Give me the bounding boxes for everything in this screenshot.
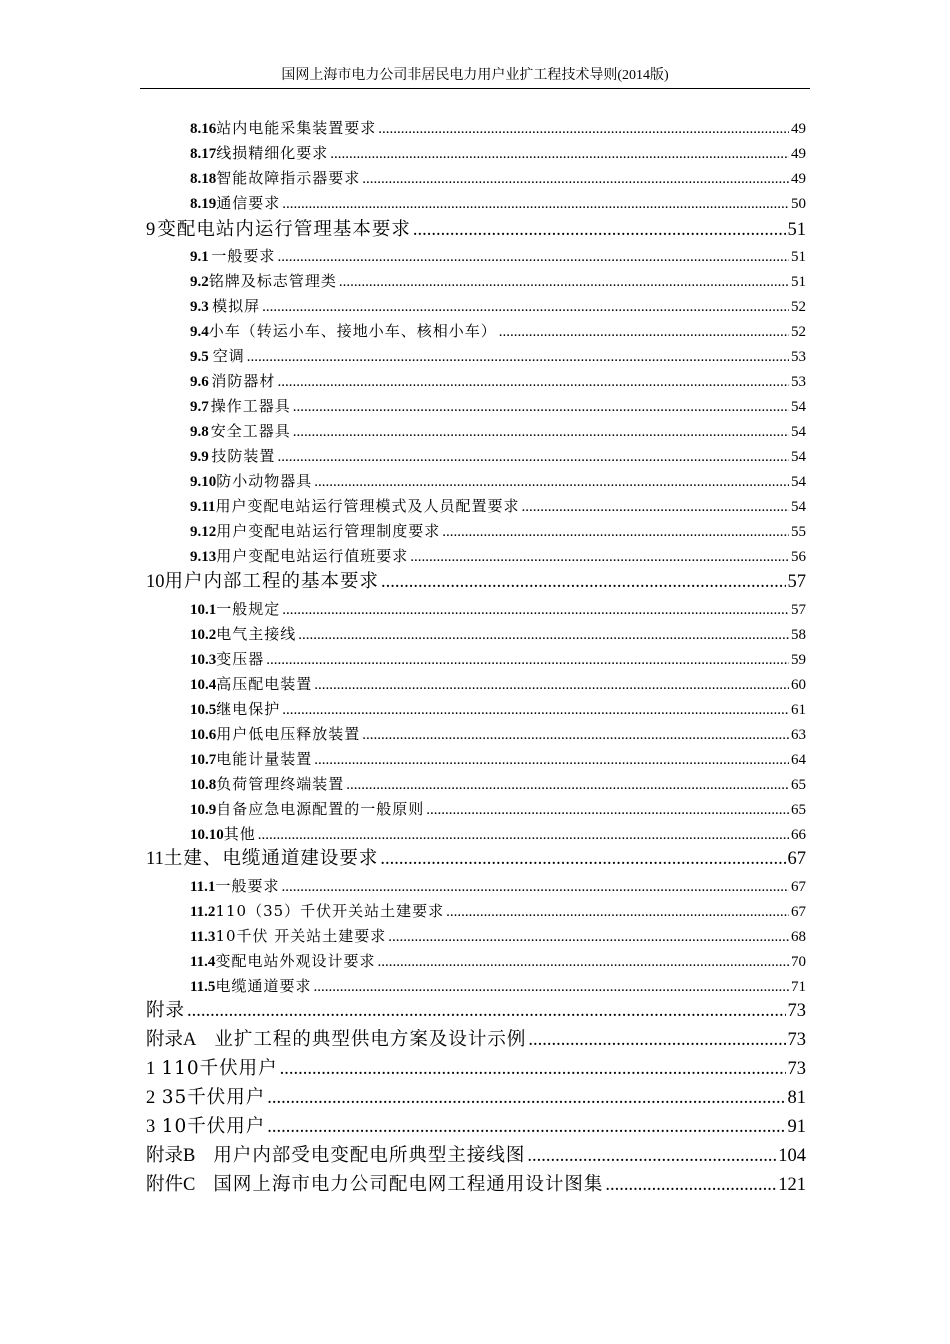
toc-entry[interactable]: [190, 874, 806, 898]
toc-dot-leader: [293, 420, 789, 444]
toc-entry-number: 9.8: [190, 424, 209, 440]
toc-entry-page: 63: [791, 727, 806, 743]
toc-entry[interactable]: [190, 319, 806, 343]
toc-entry[interactable]: [190, 116, 806, 140]
toc-entry-page: 68: [791, 929, 806, 945]
toc-entry-title: 10千伏 开关站土建要求: [215, 927, 387, 945]
header-divider: [140, 88, 810, 89]
toc-entry[interactable]: [190, 822, 806, 846]
toc-entry[interactable]: [146, 845, 806, 873]
toc-entry-title: 模拟屏: [212, 297, 261, 315]
toc-dot-leader: [313, 975, 789, 999]
toc-entry[interactable]: [146, 1142, 806, 1170]
toc-entry-title: 变配电站内运行管理基本要求: [157, 219, 411, 240]
toc-entry-number: 附件C: [146, 1175, 196, 1195]
toc-dot-leader: [339, 270, 789, 294]
toc-entry-title: 其他: [223, 825, 256, 843]
toc-entry-page: 71: [791, 979, 806, 995]
toc-entry-page: 49: [791, 121, 806, 137]
toc-entry-title: 变配电站外观设计要求: [215, 952, 376, 970]
toc-entry-page: 67: [791, 879, 806, 895]
toc-dot-leader: [267, 1113, 785, 1141]
toc-dot-leader: [187, 997, 785, 1025]
toc-entry-title: 变压器: [216, 650, 265, 668]
toc-dot-leader: [280, 1055, 786, 1083]
toc-entry[interactable]: [190, 772, 806, 796]
toc-entry-title: 负荷管理终端装置: [216, 775, 345, 793]
toc-entry-title: 土建、电缆通道建设要求: [163, 848, 379, 869]
toc-dot-leader: [314, 470, 789, 494]
toc-entry-title: 智能故障指示器要求: [216, 169, 361, 187]
toc-entry-page: 73: [787, 1059, 806, 1079]
toc-entry-page: 73: [787, 1001, 806, 1021]
toc-entry-title: 一般要求: [211, 247, 276, 265]
toc-dot-leader: [378, 117, 789, 141]
toc-entry[interactable]: [190, 924, 806, 948]
toc-entry-number: 10.5: [190, 702, 217, 718]
toc-entry-number: 8.18: [190, 171, 217, 187]
toc-entry-title: 继电保护: [216, 700, 281, 718]
toc-dot-leader: [282, 192, 789, 216]
toc-entry-number: 10.7: [190, 752, 217, 768]
toc-entry[interactable]: [190, 344, 806, 368]
toc-dot-leader: [446, 900, 789, 924]
toc-entry-page: 52: [791, 324, 806, 340]
toc-entry[interactable]: [190, 747, 806, 771]
toc-dot-leader: [293, 395, 789, 419]
toc-entry-number: 9.13: [190, 549, 217, 565]
toc-entry-title: 自备应急电源配置的一般原则: [216, 800, 425, 818]
toc-dot-leader: [247, 345, 789, 369]
toc-entry-title: 高压配电装置: [216, 675, 313, 693]
toc-dot-leader: [388, 925, 789, 949]
toc-entry-number: 2: [146, 1088, 156, 1108]
toc-entry-title: 铭牌及标志管理类: [208, 272, 337, 290]
toc-entry-title: 一般规定: [216, 600, 281, 618]
toc-entry[interactable]: [146, 1026, 806, 1054]
toc-entry-number: 9.4: [190, 324, 209, 340]
toc-entry-page: 67: [787, 849, 806, 869]
toc-dot-leader: [282, 598, 789, 622]
toc-entry[interactable]: [190, 697, 806, 721]
toc-entry-title: 用户变配电站运行管理模式及人员配置要求: [215, 497, 520, 515]
toc-entry[interactable]: [190, 244, 806, 268]
toc-entry-page: 49: [791, 171, 806, 187]
toc-entry-title: 电缆通道要求: [215, 977, 312, 995]
toc-entry-title: 附录: [146, 1000, 186, 1021]
toc-entry-title: 用户低电压释放装置: [216, 725, 361, 743]
toc-entry-page: 91: [787, 1117, 806, 1137]
toc-entry[interactable]: [190, 369, 806, 393]
toc-entry-page: 58: [791, 627, 806, 643]
toc-entry[interactable]: [190, 797, 806, 821]
toc-entry[interactable]: [146, 1084, 806, 1112]
toc-entry-title: 线损精细化要求: [216, 144, 329, 162]
toc-dot-leader: [267, 1084, 785, 1112]
toc-entry-title: 消防器材: [211, 372, 276, 390]
toc-entry-number: 10.2: [190, 627, 217, 643]
toc-dot-leader: [330, 142, 789, 166]
toc-entry-number: 8.19: [190, 196, 217, 212]
toc-entry[interactable]: [190, 544, 806, 568]
toc-dot-leader: [410, 545, 789, 569]
toc-entry-page: 54: [791, 424, 806, 440]
toc-entry[interactable]: [190, 672, 806, 696]
toc-entry[interactable]: [190, 141, 806, 165]
toc-dot-leader: [362, 167, 789, 191]
toc-dot-leader: [277, 370, 789, 394]
toc-entry-number: 11.4: [190, 954, 216, 970]
toc-entry-page: 65: [791, 777, 806, 793]
toc-entry-page: 53: [791, 349, 806, 365]
toc-dot-leader: [381, 568, 785, 596]
toc-entry-number: 附录A: [146, 1030, 197, 1050]
toc-dot-leader: [266, 648, 789, 672]
toc-dot-leader: [277, 245, 789, 269]
toc-entry-page: 57: [791, 602, 806, 618]
toc-entry-number: 11: [146, 849, 164, 869]
toc-entry-page: 54: [791, 399, 806, 415]
toc-dot-leader: [499, 320, 789, 344]
toc-entry-number: 8.17: [190, 146, 217, 162]
toc-entry[interactable]: [190, 949, 806, 973]
toc-entry-page: 57: [787, 572, 806, 592]
toc-entry-page: 51: [791, 274, 806, 290]
toc-entry-page: 64: [791, 752, 806, 768]
toc-entry-number: 11.2: [190, 904, 216, 920]
toc-entry-number: 9.12: [190, 524, 217, 540]
toc-dot-leader: [521, 495, 789, 519]
toc-entry-title: 站内电能采集装置要求: [216, 119, 377, 137]
toc-entry-number: 9.7: [190, 399, 209, 415]
toc-entry-page: 61: [791, 702, 806, 718]
toc-entry-title: 110千伏用户: [161, 1058, 278, 1079]
toc-entry[interactable]: [146, 1055, 806, 1083]
toc-dot-leader: [413, 216, 786, 244]
toc-entry-number: 10.1: [190, 602, 217, 618]
toc-entry-page: 55: [791, 524, 806, 540]
toc-entry-page: 65: [791, 802, 806, 818]
toc-entry-page: 67: [791, 904, 806, 920]
toc-entry-title: 用户变配电站运行值班要求: [216, 547, 409, 565]
toc-entry-page: 54: [791, 474, 806, 490]
toc-entry-page: 70: [791, 954, 806, 970]
toc-dot-leader: [281, 875, 789, 899]
toc-entry-number: 8.16: [190, 121, 217, 137]
toc-entry-number: 3: [146, 1117, 156, 1137]
toc-dot-leader: [277, 445, 789, 469]
toc-entry-page: 53: [791, 374, 806, 390]
toc-entry-number: 10: [146, 572, 165, 592]
toc-dot-leader: [346, 773, 789, 797]
toc-entry-page: 52: [791, 299, 806, 315]
toc-entry-number: 1: [146, 1059, 156, 1079]
toc-entry-number: 9.9: [190, 449, 209, 465]
toc-entry-number: 10.4: [190, 677, 217, 693]
toc-dot-leader: [426, 798, 789, 822]
toc-entry-page: 81: [787, 1088, 806, 1108]
toc-entry-page: 49: [791, 146, 806, 162]
toc-entry-page: 51: [791, 249, 806, 265]
toc-entry-number: 11.1: [190, 879, 216, 895]
toc-entry-number: 10.6: [190, 727, 217, 743]
toc-entry-title: 电气主接线: [216, 625, 297, 643]
toc-entry-title: 防小动物器具: [216, 472, 313, 490]
page-header: 国网上海市电力公司非居民电力用户业扩工程技术导则(2014版): [281, 68, 669, 83]
toc-entry-page: 60: [791, 677, 806, 693]
toc-dot-leader: [528, 1026, 785, 1054]
toc-entry-title: 国网上海市电力公司配电网工程通用设计图集: [213, 1174, 604, 1195]
toc-entry-title: 用户变配电站运行管理制度要求: [216, 522, 441, 540]
toc-entry-title: 电能计量装置: [216, 750, 313, 768]
toc-entry-title: 110（35）千伏开关站土建要求: [215, 902, 445, 920]
toc-entry[interactable]: [190, 647, 806, 671]
toc-dot-leader: [380, 845, 785, 873]
toc-dot-leader: [282, 698, 789, 722]
toc-dot-leader: [262, 295, 789, 319]
toc-entry-page: 56: [791, 549, 806, 565]
toc-entry-number: 9.2: [190, 274, 209, 290]
toc-entry-number: 9.10: [190, 474, 217, 490]
toc-entry[interactable]: [190, 519, 806, 543]
toc-entry[interactable]: [190, 974, 806, 998]
toc-entry-number: 9.1: [190, 249, 209, 265]
toc-entry-number: 附录B: [146, 1146, 196, 1166]
toc-entry-page: 50: [791, 196, 806, 212]
toc-entry-title: 安全工器具: [210, 422, 291, 440]
toc-entry-page: 59: [791, 652, 806, 668]
toc-entry-number: 9.11: [190, 499, 216, 515]
toc-entry[interactable]: [190, 899, 806, 923]
toc-entry[interactable]: [146, 1171, 806, 1199]
toc-entry-title: 业扩工程的典型供电方案及设计示例: [214, 1029, 527, 1050]
toc-entry-page: 54: [791, 449, 806, 465]
toc-dot-leader: [314, 673, 789, 697]
toc-entry-page: 54: [791, 499, 806, 515]
toc-dot-leader: [605, 1171, 776, 1199]
toc-dot-leader: [258, 823, 789, 847]
toc-entry-title: 技防装置: [211, 447, 276, 465]
toc-entry-number: 10.9: [190, 802, 217, 818]
toc-entry-number: 9: [146, 220, 156, 240]
toc-entry[interactable]: [190, 269, 806, 293]
toc-entry-number: 10.3: [190, 652, 217, 668]
toc-entry-title: 一般要求: [215, 877, 280, 895]
toc-entry-page: 51: [787, 220, 806, 240]
toc-entry[interactable]: [190, 494, 806, 518]
toc-entry-page: 121: [778, 1175, 806, 1195]
toc-entry-title: 35千伏用户: [161, 1087, 266, 1108]
toc-entry[interactable]: [190, 191, 806, 215]
toc-entry[interactable]: [190, 444, 806, 468]
toc-entry[interactable]: [190, 394, 806, 418]
toc-entry-number: 9.6: [190, 374, 209, 390]
toc-entry-title: 操作工器具: [210, 397, 291, 415]
toc-entry[interactable]: [190, 294, 806, 318]
toc-dot-leader: [442, 520, 789, 544]
toc-entry-number: 9.5: [190, 349, 209, 365]
toc-entry[interactable]: [190, 622, 806, 646]
toc-entry-page: 73: [787, 1030, 806, 1050]
toc-entry-number: 11.3: [190, 929, 216, 945]
toc-entry[interactable]: [190, 722, 806, 746]
toc-entry[interactable]: [190, 166, 806, 190]
toc-entry-number: 9.3: [190, 299, 209, 315]
toc-entry[interactable]: [190, 469, 806, 493]
toc-entry-page: 104: [778, 1146, 806, 1166]
toc-entry-title: 用户内部工程的基本要求: [164, 571, 380, 592]
toc-entry[interactable]: [190, 419, 806, 443]
toc-entry[interactable]: [146, 1113, 806, 1141]
toc-entry-number: 10.10: [190, 827, 224, 843]
toc-entry-title: 空调: [212, 347, 245, 365]
toc-entry-title: 用户内部受电变配电所典型主接线图: [213, 1145, 526, 1166]
toc-entry-number: 11.5: [190, 979, 216, 995]
toc-entry-title: 通信要求: [216, 194, 281, 212]
toc-dot-leader: [298, 623, 789, 647]
toc-entry-number: 10.8: [190, 777, 217, 793]
toc-dot-leader: [314, 748, 789, 772]
toc-dot-leader: [362, 723, 789, 747]
toc-entry-page: 66: [791, 827, 806, 843]
toc-dot-leader: [527, 1142, 776, 1170]
toc-dot-leader: [377, 950, 789, 974]
toc-entry[interactable]: [190, 597, 806, 621]
toc-entry[interactable]: [146, 997, 806, 1025]
toc-entry[interactable]: [146, 568, 806, 596]
toc-entry-title: 10千伏用户: [161, 1116, 266, 1137]
toc-entry[interactable]: [146, 216, 806, 244]
toc-entry-title: 小车（转运小车、接地小车、核相小车）: [208, 322, 497, 340]
